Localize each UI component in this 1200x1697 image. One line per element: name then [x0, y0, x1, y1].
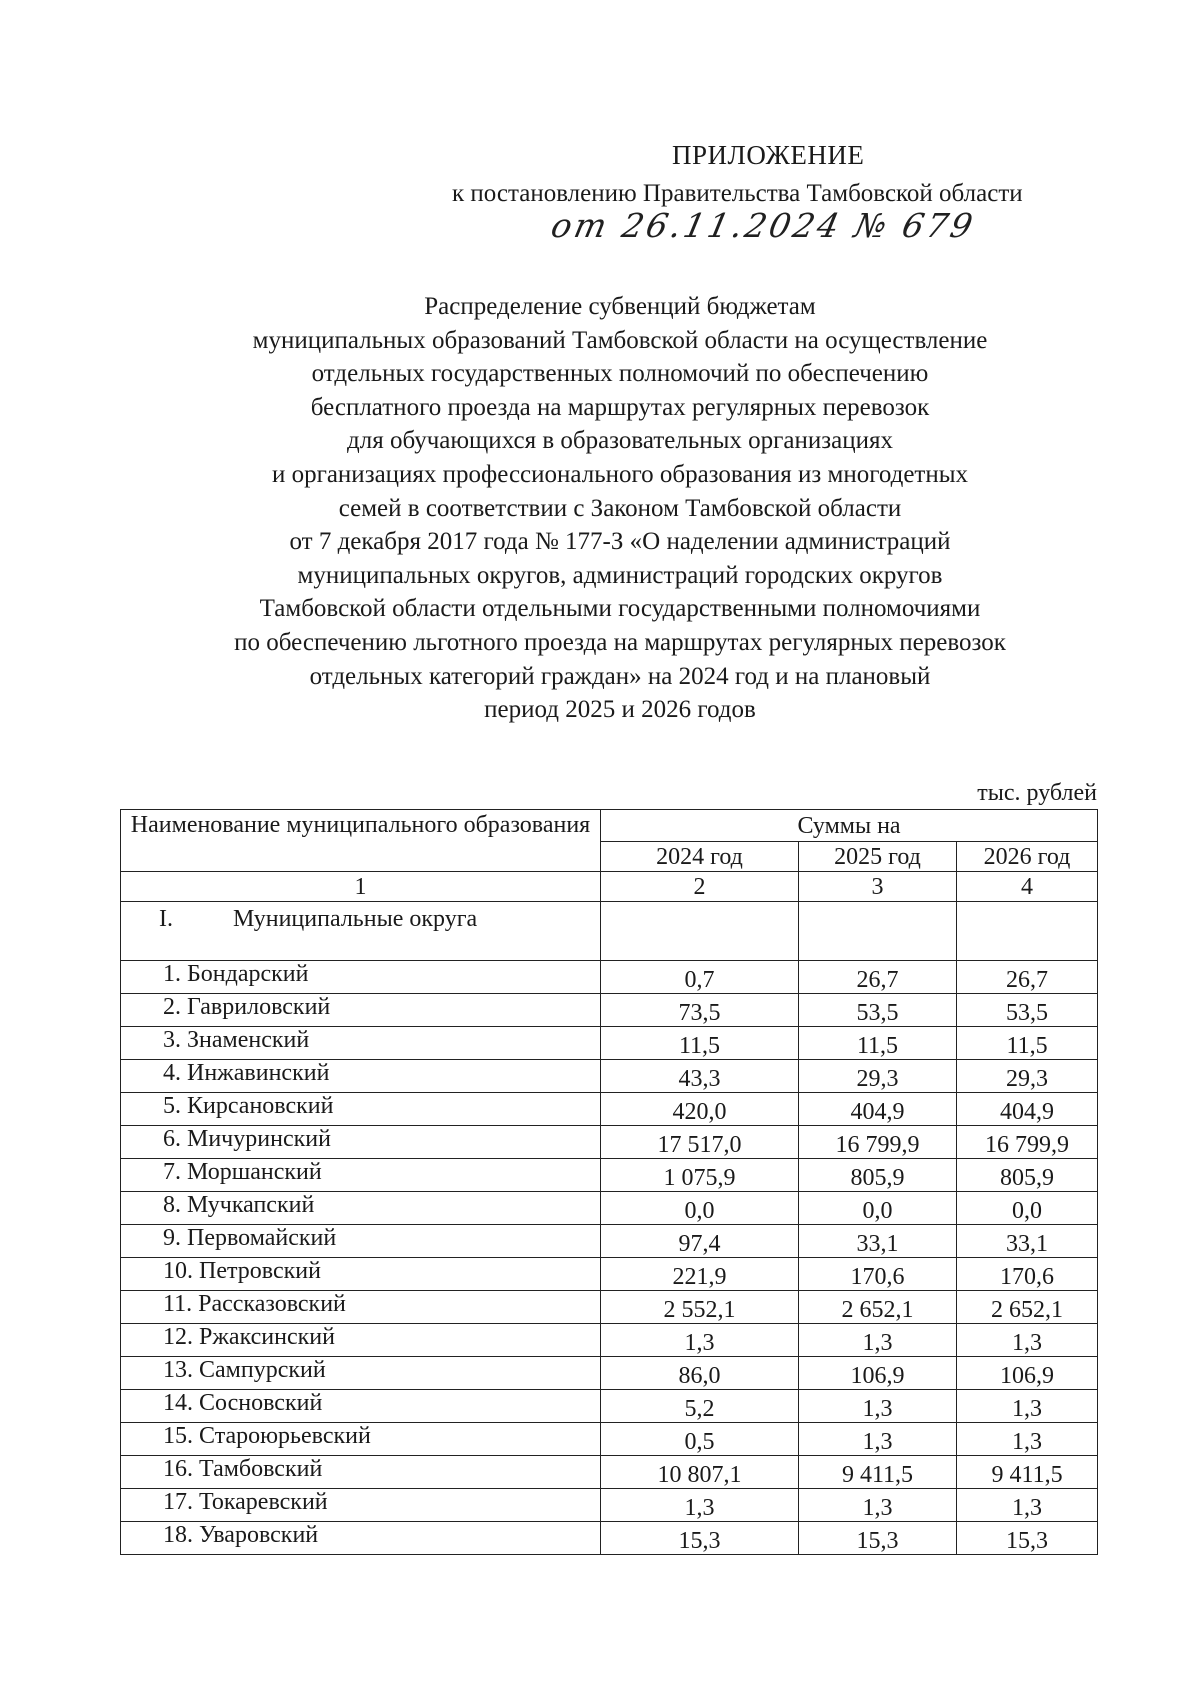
value-2026: 53,5: [957, 994, 1098, 1027]
table-row: [121, 1159, 1098, 1192]
column-number-3: 3: [799, 872, 957, 902]
header-year-2025: 2025 год: [799, 842, 957, 872]
column-number-4: 4: [957, 872, 1098, 902]
value-2026: 106,9: [957, 1357, 1098, 1390]
value-2024: 1,3: [601, 1489, 799, 1522]
value-2025: 106,9: [799, 1357, 957, 1390]
title-line: и организациях профессионального образования из многодетных: [271, 460, 969, 488]
value-2026: 26,7: [957, 961, 1098, 994]
value-2026: 1,3: [957, 1423, 1098, 1456]
municipality-name: 4. Инжавинский: [121, 1060, 601, 1093]
municipality-name: 2. Гавриловский: [121, 994, 601, 1027]
handwritten-resolution-date: от 26.11.2024 № 679: [547, 206, 979, 245]
municipality-name: 14. Сосновский: [121, 1390, 601, 1423]
municipality-name: 3. Знаменский: [121, 1027, 601, 1060]
title-line: от 7 декабря 2017 года № 177-З «О наделении администраций: [289, 528, 951, 556]
municipality-name: 15. Староюрьевский: [121, 1423, 601, 1456]
value-2024: 0,5: [601, 1423, 799, 1456]
value-2024: 86,0: [601, 1357, 799, 1390]
value-2026: 16 799,9: [957, 1126, 1098, 1159]
value-2026: 15,3: [957, 1522, 1098, 1555]
value-2026: 0,0: [957, 1192, 1098, 1225]
value-2025: 1,3: [799, 1324, 957, 1357]
title-line: муниципальных образований Тамбовской области на осуществление: [252, 326, 988, 354]
header-year-2026: 2026 год: [957, 842, 1098, 872]
table-row: [121, 1489, 1098, 1522]
value-2025: 11,5: [799, 1027, 957, 1060]
value-2025: 33,1: [799, 1225, 957, 1258]
value-2026: 11,5: [957, 1027, 1098, 1060]
value-2024: 97,4: [601, 1225, 799, 1258]
value-2025: 16 799,9: [799, 1126, 957, 1159]
value-2024: 17 517,0: [601, 1126, 799, 1159]
title-line: Тамбовской области отдельными государственными полномочиями: [259, 595, 981, 623]
municipality-name: 7. Моршанский: [121, 1159, 601, 1192]
value-2025: 29,3: [799, 1060, 957, 1093]
value-2025: 1,3: [799, 1390, 957, 1423]
municipality-name: 6. Мичуринский: [121, 1126, 601, 1159]
value-2024: 5,2: [601, 1390, 799, 1423]
value-2025: 404,9: [799, 1093, 957, 1126]
value-2024: 15,3: [601, 1522, 799, 1555]
title-line: период 2025 и 2026 годов: [484, 696, 756, 724]
municipality-name: 10. Петровский: [121, 1258, 601, 1291]
units-label: тыс. рублей: [977, 780, 1097, 806]
table-row: [121, 994, 1098, 1027]
municipality-name: 18. Уваровский: [121, 1522, 601, 1555]
value-2026: 805,9: [957, 1159, 1098, 1192]
value-2026: 29,3: [957, 1060, 1098, 1093]
title-line: Распределение субвенций бюджетам: [424, 293, 816, 320]
value-2025: 1,3: [799, 1423, 957, 1456]
value-2024: 10 807,1: [601, 1456, 799, 1489]
column-number-1: 1: [121, 872, 601, 902]
header-year-2024: 2024 год: [601, 842, 799, 872]
value-2026: 1,3: [957, 1324, 1098, 1357]
title-line: отдельных категорий граждан» на 2024 год и на плановый: [309, 662, 931, 690]
value-2026: 404,9: [957, 1093, 1098, 1126]
title-line: для обучающихся в образовательных организациях: [347, 427, 893, 455]
title-line: по обеспечению льготного проезда на маршрутах регулярных перевозок: [234, 628, 1006, 656]
table-row: [121, 1390, 1098, 1423]
municipality-name: 13. Сампурский: [121, 1357, 601, 1390]
municipality-name: 12. Ржаксинский: [121, 1324, 601, 1357]
value-2025: 805,9: [799, 1159, 957, 1192]
section-label: Муниципальные округа: [233, 906, 478, 932]
table-row: [121, 961, 1098, 994]
value-2025: 1,3: [799, 1489, 957, 1522]
table-row: [121, 1258, 1098, 1291]
title-line: отдельных государственных полномочий по обеспечению: [311, 360, 929, 388]
municipality-name: 9. Первомайский: [121, 1225, 601, 1258]
value-2026: 1,3: [957, 1489, 1098, 1522]
value-2024: 43,3: [601, 1060, 799, 1093]
value-2024: 0,0: [601, 1192, 799, 1225]
value-2024: 0,7: [601, 961, 799, 994]
municipality-name: 5. Кирсановский: [121, 1093, 601, 1126]
value-2025: 0,0: [799, 1192, 957, 1225]
table-row: [121, 1027, 1098, 1060]
municipality-name: 16. Тамбовский: [121, 1456, 601, 1489]
table-row: [121, 1225, 1098, 1258]
table-row: [121, 1060, 1098, 1093]
value-2025: 170,6: [799, 1258, 957, 1291]
table-row: [121, 1192, 1098, 1225]
subventions-table: [120, 809, 1098, 1555]
value-2024: 221,9: [601, 1258, 799, 1291]
value-2026: 1,3: [957, 1390, 1098, 1423]
value-2025: 9 411,5: [799, 1456, 957, 1489]
section-empty-cell: [601, 902, 799, 961]
municipality-name: 11. Рассказовский: [121, 1291, 601, 1324]
value-2024: 420,0: [601, 1093, 799, 1126]
section-empty-cell: [799, 902, 957, 961]
value-2024: 73,5: [601, 994, 799, 1027]
table-row: [121, 1126, 1098, 1159]
table-row: [121, 1324, 1098, 1357]
title-line: муниципальных округов, администраций городских округов: [297, 561, 943, 589]
title-line: бесплатного проезда на маршрутах регулярных перевозок: [310, 393, 930, 421]
title-line: семей в соответствии с Законом Тамбовской области: [338, 494, 902, 522]
column-number-2: 2: [601, 872, 799, 902]
document-title: [150, 290, 1090, 727]
value-2025: 26,7: [799, 961, 957, 994]
header-municipality-name: Наименование муниципального образования: [121, 810, 601, 872]
value-2025: 15,3: [799, 1522, 957, 1555]
municipality-name: 17. Токаревский: [121, 1489, 601, 1522]
value-2025: 2 652,1: [799, 1291, 957, 1324]
appendix-title: ПРИЛОЖЕНИЕ: [672, 140, 865, 170]
header-sums: Суммы на: [601, 810, 1098, 842]
value-2024: 2 552,1: [601, 1291, 799, 1324]
table-row: [121, 1357, 1098, 1390]
value-2024: 1 075,9: [601, 1159, 799, 1192]
table-row: [121, 1522, 1098, 1555]
municipality-name: 8. Мучкапский: [121, 1192, 601, 1225]
value-2025: 53,5: [799, 994, 957, 1027]
table-row: [121, 1423, 1098, 1456]
section-heading: [121, 902, 601, 961]
value-2026: 33,1: [957, 1225, 1098, 1258]
appendix-subtitle: к постановлению Правительства Тамбовской области: [452, 180, 1023, 207]
value-2026: 170,6: [957, 1258, 1098, 1291]
municipality-name: 1. Бондарский: [121, 961, 601, 994]
value-2026: 2 652,1: [957, 1291, 1098, 1324]
value-2024: 11,5: [601, 1027, 799, 1060]
value-2024: 1,3: [601, 1324, 799, 1357]
value-2026: 9 411,5: [957, 1456, 1098, 1489]
section-number: I.: [159, 906, 173, 932]
table-row: [121, 1291, 1098, 1324]
table-row: [121, 1456, 1098, 1489]
table-row: [121, 1093, 1098, 1126]
section-empty-cell: [957, 902, 1098, 961]
